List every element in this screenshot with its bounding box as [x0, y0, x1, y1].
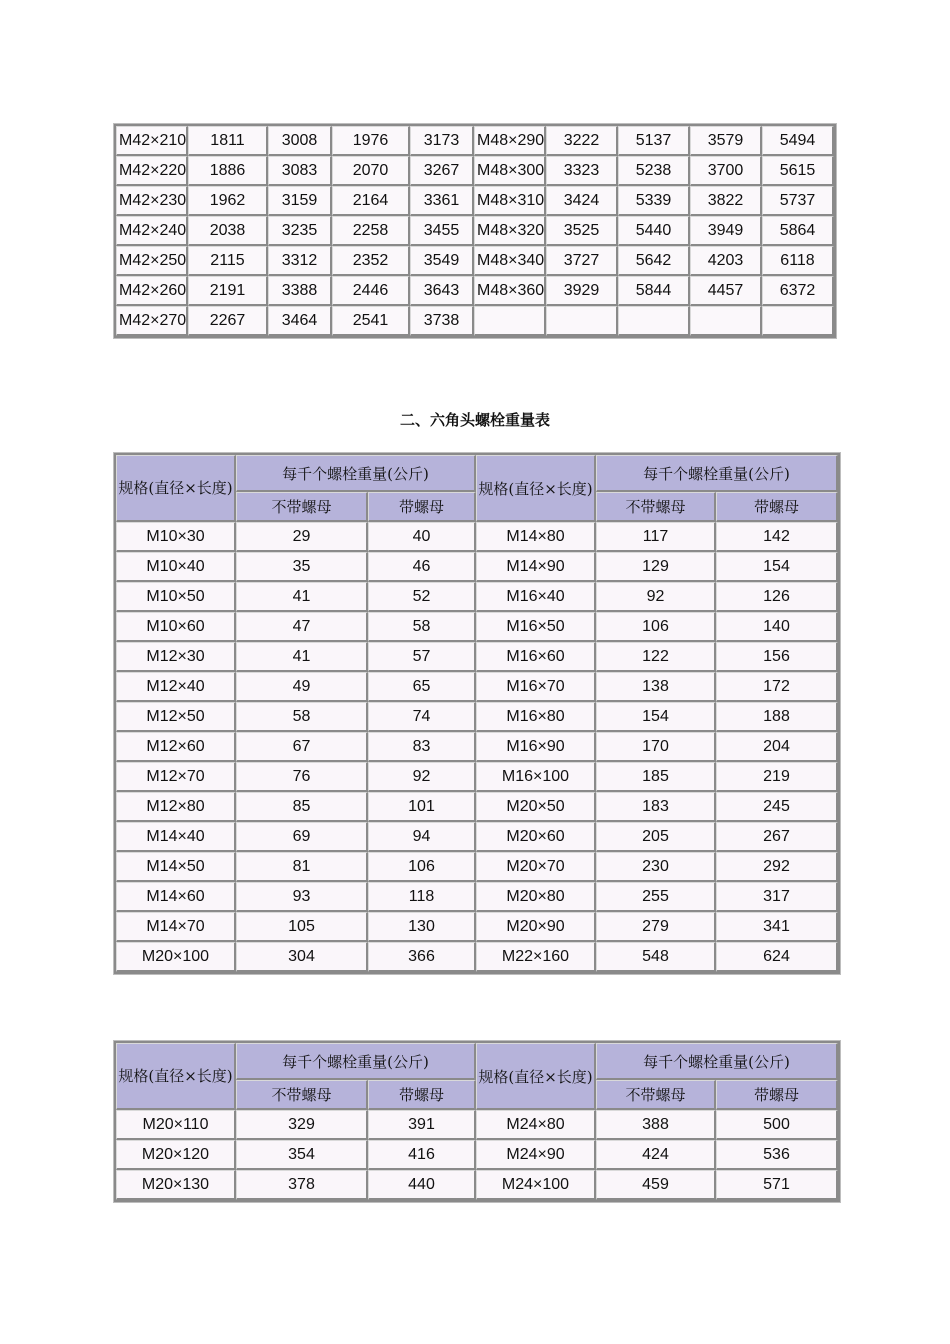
weight-cell: 329	[236, 1110, 368, 1140]
spec-cell: M14×70	[116, 912, 236, 942]
spec-cell: M42×260	[116, 276, 188, 306]
weight-group-header-left: 每千个螺栓重量(公斤)	[236, 455, 476, 492]
table-row	[116, 156, 834, 186]
spec-cell: M10×30	[116, 522, 236, 552]
spec-cell: M10×50	[116, 582, 236, 612]
weight-cell: 76	[236, 762, 368, 792]
table-row	[116, 306, 834, 336]
weight-cell: 40	[368, 522, 476, 552]
weight-cell: 3267	[410, 156, 474, 186]
table-row	[116, 882, 838, 912]
table-row	[116, 216, 834, 246]
spec-header-left: 规格(直径×长度)	[116, 1043, 236, 1110]
no-nut-header: 不带螺母	[236, 492, 368, 522]
spec-cell: M24×90	[476, 1140, 596, 1170]
spec-cell: M48×320	[474, 216, 546, 246]
weight-cell: 3235	[268, 216, 332, 246]
spec-cell: M48×360	[474, 276, 546, 306]
weight-group-header-right: 每千个螺栓重量(公斤)	[596, 455, 838, 492]
spec-cell: M16×60	[476, 642, 596, 672]
table-row	[116, 762, 838, 792]
weight-group-header-left: 每千个螺栓重量(公斤)	[236, 1043, 476, 1080]
spec-cell: M42×240	[116, 216, 188, 246]
table-row	[116, 732, 838, 762]
weight-cell: 3222	[546, 126, 618, 156]
weight-cell: 548	[596, 942, 716, 972]
weight-cell: 93	[236, 882, 368, 912]
weight-cell: 4457	[690, 276, 762, 306]
table-row	[116, 822, 838, 852]
spec-cell: M12×80	[116, 792, 236, 822]
weight-cell: 5238	[618, 156, 690, 186]
header-row	[116, 455, 838, 492]
spec-cell: M10×40	[116, 552, 236, 582]
weight-cell: 92	[596, 582, 716, 612]
weight-cell: 378	[236, 1170, 368, 1200]
weight-cell: 106	[368, 852, 476, 882]
weight-cell: 6118	[762, 246, 834, 276]
table-row	[116, 126, 834, 156]
weight-cell: 1886	[188, 156, 268, 186]
weight-cell: 67	[236, 732, 368, 762]
weight-cell: 85	[236, 792, 368, 822]
spec-cell: M20×100	[116, 942, 236, 972]
spec-cell: M14×60	[116, 882, 236, 912]
weight-cell: 2267	[188, 306, 268, 336]
spec-cell: M24×80	[476, 1110, 596, 1140]
weight-cell: 3949	[690, 216, 762, 246]
weight-cell: 500	[716, 1110, 838, 1140]
weight-cell: 3549	[410, 246, 474, 276]
spec-cell: M20×50	[476, 792, 596, 822]
weight-cell: 41	[236, 582, 368, 612]
weight-cell: 1811	[188, 126, 268, 156]
weight-cell: 5440	[618, 216, 690, 246]
with-nut-header: 带螺母	[716, 1080, 838, 1110]
weight-cell: 304	[236, 942, 368, 972]
weight-group-header-right: 每千个螺栓重量(公斤)	[596, 1043, 838, 1080]
weight-cell: 52	[368, 582, 476, 612]
table-row	[116, 1140, 838, 1170]
weight-cell: 126	[716, 582, 838, 612]
weight-cell: 267	[716, 822, 838, 852]
table-row	[116, 522, 838, 552]
spec-cell: M22×160	[476, 942, 596, 972]
weight-cell: 118	[368, 882, 476, 912]
weight-cell: 255	[596, 882, 716, 912]
spec-cell: M16×40	[476, 582, 596, 612]
weight-cell: 204	[716, 732, 838, 762]
weight-cell: 3822	[690, 186, 762, 216]
weight-cell: 170	[596, 732, 716, 762]
weight-cell: 188	[716, 702, 838, 732]
weight-cell: 219	[716, 762, 838, 792]
weight-cell: 83	[368, 732, 476, 762]
weight-cell: 92	[368, 762, 476, 792]
weight-cell: 3159	[268, 186, 332, 216]
weight-cell: 3173	[410, 126, 474, 156]
table-row	[116, 276, 834, 306]
weight-cell: 3388	[268, 276, 332, 306]
weight-cell: 3727	[546, 246, 618, 276]
spec-cell: M14×50	[116, 852, 236, 882]
weight-cell: 154	[596, 702, 716, 732]
no-nut-header: 不带螺母	[236, 1080, 368, 1110]
weight-cell: 6372	[762, 276, 834, 306]
spec-cell: M42×210	[116, 126, 188, 156]
table-row	[116, 1170, 838, 1200]
spec-cell: M48×300	[474, 156, 546, 186]
weight-cell: 3579	[690, 126, 762, 156]
weight-cell: 354	[236, 1140, 368, 1170]
table-row	[116, 246, 834, 276]
weight-cell: 58	[368, 612, 476, 642]
weight-cell: 58	[236, 702, 368, 732]
weight-cell: 41	[236, 642, 368, 672]
spec-cell: M48×310	[474, 186, 546, 216]
weight-cell: 440	[368, 1170, 476, 1200]
weight-cell: 5339	[618, 186, 690, 216]
table-data-body	[116, 1110, 838, 1200]
table-row	[116, 1110, 838, 1140]
weight-cell: 459	[596, 1170, 716, 1200]
weight-cell: 366	[368, 942, 476, 972]
weight-cell: 3312	[268, 246, 332, 276]
table-row	[116, 702, 838, 732]
weight-cell: 122	[596, 642, 716, 672]
weight-cell: 74	[368, 702, 476, 732]
weight-cell: 65	[368, 672, 476, 702]
weight-cell: 2070	[332, 156, 410, 186]
spec-cell: M24×100	[476, 1170, 596, 1200]
spec-cell: M16×50	[476, 612, 596, 642]
weight-cell: 341	[716, 912, 838, 942]
weight-cell: 69	[236, 822, 368, 852]
hex-bolt-weight-table-2	[114, 1041, 840, 1202]
weight-cell: 388	[596, 1110, 716, 1140]
weight-cell: 49	[236, 672, 368, 702]
weight-cell: 391	[368, 1110, 476, 1140]
weight-cell: 138	[596, 672, 716, 702]
spec-cell: M14×40	[116, 822, 236, 852]
weight-cell: 624	[716, 942, 838, 972]
weight-cell: 2541	[332, 306, 410, 336]
weight-cell: 1976	[332, 126, 410, 156]
spec-header-left: 规格(直径×长度)	[116, 455, 236, 522]
weight-cell: 129	[596, 552, 716, 582]
table-row	[116, 852, 838, 882]
spec-cell: M42×220	[116, 156, 188, 186]
weight-cell: 5844	[618, 276, 690, 306]
weight-cell: 5864	[762, 216, 834, 246]
weight-cell: 571	[716, 1170, 838, 1200]
spec-cell: M20×70	[476, 852, 596, 882]
table-row	[116, 942, 838, 972]
weight-cell: 245	[716, 792, 838, 822]
with-nut-header: 带螺母	[368, 492, 476, 522]
weight-cell: 130	[368, 912, 476, 942]
weight-cell: 5615	[762, 156, 834, 186]
spec-cell: M42×250	[116, 246, 188, 276]
hex-bolt-weight-table-1	[114, 453, 840, 974]
spec-cell: M20×60	[476, 822, 596, 852]
weight-cell: 3323	[546, 156, 618, 186]
weight-cell: 3083	[268, 156, 332, 186]
spec-cell: M48×340	[474, 246, 546, 276]
weight-cell	[546, 306, 618, 336]
table-row	[116, 642, 838, 672]
table-row	[116, 612, 838, 642]
weight-cell: 3700	[690, 156, 762, 186]
with-nut-header: 带螺母	[368, 1080, 476, 1110]
section-title: 二、六角头螺栓重量表	[399, 411, 550, 429]
no-nut-header: 不带螺母	[596, 492, 716, 522]
weight-cell: 3464	[268, 306, 332, 336]
header-row	[116, 1043, 838, 1080]
weight-cell: 46	[368, 552, 476, 582]
spec-cell: M20×110	[116, 1110, 236, 1140]
weight-cell: 3424	[546, 186, 618, 216]
table-row	[116, 672, 838, 702]
with-nut-header: 带螺母	[716, 492, 838, 522]
weight-cell: 29	[236, 522, 368, 552]
weight-cell	[762, 306, 834, 336]
weight-cell: 2352	[332, 246, 410, 276]
weight-cell: 2258	[332, 216, 410, 246]
spec-header-right: 规格(直径×长度)	[476, 455, 596, 522]
weight-cell: 185	[596, 762, 716, 792]
bolt-weight-table-continued	[114, 124, 836, 338]
weight-cell: 2115	[188, 246, 268, 276]
weight-cell: 230	[596, 852, 716, 882]
table-row	[116, 552, 838, 582]
weight-cell: 416	[368, 1140, 476, 1170]
table-body	[116, 455, 838, 522]
spec-cell: M16×70	[476, 672, 596, 702]
weight-cell: 105	[236, 912, 368, 942]
no-nut-header: 不带螺母	[596, 1080, 716, 1110]
weight-cell: 101	[368, 792, 476, 822]
spec-cell: M16×80	[476, 702, 596, 732]
weight-cell: 156	[716, 642, 838, 672]
weight-cell: 5137	[618, 126, 690, 156]
spec-cell: M20×130	[116, 1170, 236, 1200]
spec-cell	[474, 306, 546, 336]
spec-cell: M12×50	[116, 702, 236, 732]
weight-cell: 57	[368, 642, 476, 672]
spec-header-right: 规格(直径×长度)	[476, 1043, 596, 1110]
weight-cell	[618, 306, 690, 336]
weight-cell	[690, 306, 762, 336]
spec-cell: M12×40	[116, 672, 236, 702]
weight-cell: 81	[236, 852, 368, 882]
weight-cell: 292	[716, 852, 838, 882]
weight-cell: 2446	[332, 276, 410, 306]
weight-cell: 3455	[410, 216, 474, 246]
weight-cell: 5737	[762, 186, 834, 216]
weight-cell: 142	[716, 522, 838, 552]
weight-cell: 3361	[410, 186, 474, 216]
weight-cell: 183	[596, 792, 716, 822]
spec-cell: M42×270	[116, 306, 188, 336]
spec-cell: M16×90	[476, 732, 596, 762]
spec-cell: M20×90	[476, 912, 596, 942]
table-row	[116, 582, 838, 612]
weight-cell: 154	[716, 552, 838, 582]
weight-cell: 4203	[690, 246, 762, 276]
weight-cell: 106	[596, 612, 716, 642]
weight-cell: 5642	[618, 246, 690, 276]
weight-cell: 205	[596, 822, 716, 852]
weight-cell: 47	[236, 612, 368, 642]
weight-cell: 536	[716, 1140, 838, 1170]
weight-cell: 117	[596, 522, 716, 552]
table-row	[116, 186, 834, 216]
weight-cell: 3008	[268, 126, 332, 156]
spec-cell: M20×120	[116, 1140, 236, 1170]
weight-cell: 35	[236, 552, 368, 582]
weight-cell: 3929	[546, 276, 618, 306]
spec-cell: M12×60	[116, 732, 236, 762]
spec-cell: M12×30	[116, 642, 236, 672]
spec-cell: M10×60	[116, 612, 236, 642]
weight-cell: 1962	[188, 186, 268, 216]
spec-cell: M16×100	[476, 762, 596, 792]
table-row	[116, 792, 838, 822]
weight-cell: 424	[596, 1140, 716, 1170]
weight-cell: 317	[716, 882, 838, 912]
weight-cell: 3738	[410, 306, 474, 336]
table-body	[116, 126, 834, 336]
table-row	[116, 912, 838, 942]
weight-cell: 94	[368, 822, 476, 852]
table-data-body	[116, 522, 838, 972]
weight-cell: 140	[716, 612, 838, 642]
spec-cell: M12×70	[116, 762, 236, 792]
spec-cell: M48×290	[474, 126, 546, 156]
table-body	[116, 1043, 838, 1110]
spec-cell: M20×80	[476, 882, 596, 912]
weight-cell: 2191	[188, 276, 268, 306]
spec-cell: M14×80	[476, 522, 596, 552]
weight-cell: 279	[596, 912, 716, 942]
spec-cell: M42×230	[116, 186, 188, 216]
spec-cell: M14×90	[476, 552, 596, 582]
weight-cell: 172	[716, 672, 838, 702]
weight-cell: 3643	[410, 276, 474, 306]
weight-cell: 2038	[188, 216, 268, 246]
weight-cell: 5494	[762, 126, 834, 156]
weight-cell: 3525	[546, 216, 618, 246]
weight-cell: 2164	[332, 186, 410, 216]
